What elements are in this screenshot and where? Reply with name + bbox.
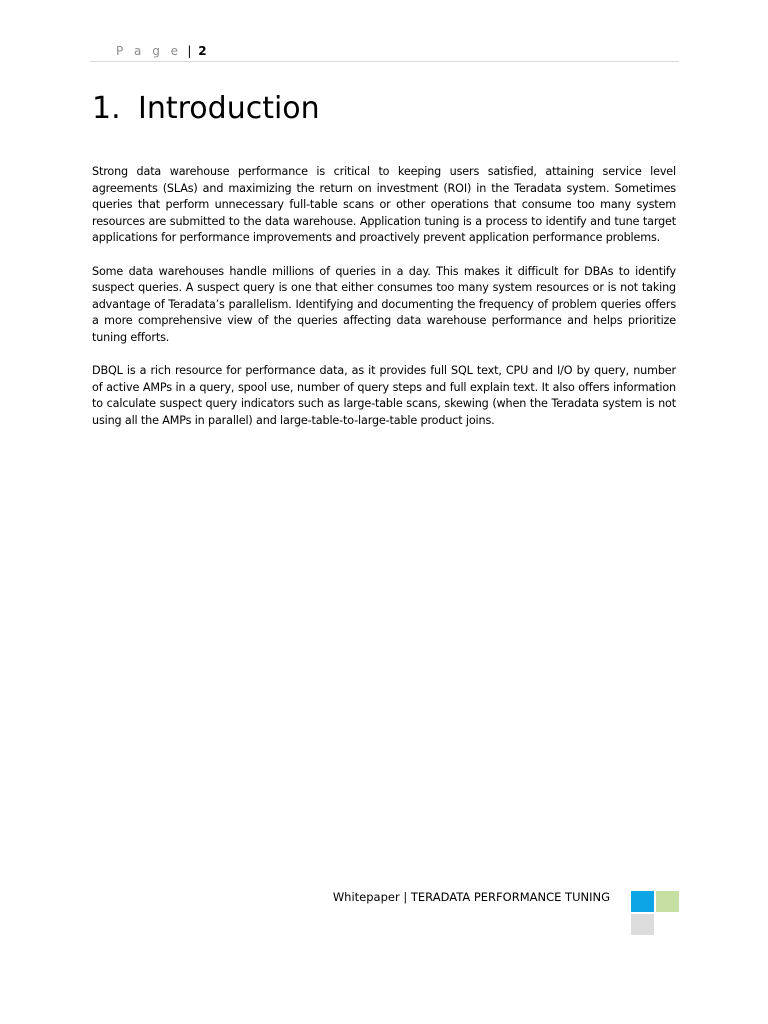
paragraph: Strong data warehouse performance is critical to keeping users satisfied, attaining service level agreements (SLAs) and maximizing the return on investment (ROI) in the Teradata system. Sometimes queries that perform unnecessary full-table scans or other operations that consume too many system resources are submitted to the data warehouse. Application tuning is a process to identify and tune target applications for performance improvements and proactively prevent application performance problems. <box>92 165 676 244</box>
body-text <box>92 164 676 446</box>
page-header <box>116 43 207 59</box>
section-heading <box>92 89 320 129</box>
footer-tile-gray <box>631 914 654 935</box>
section-number: 1. <box>92 91 121 126</box>
paragraph: DBQL is a rich resource for performance data, as it provides full SQL text, CPU and I/O by query, number of active AMPs in a query, spool use, number of query steps and full explain text. It also offers information to calculate suspect query indicators such as large-table scans, skewing (when the Teradata system is not using all the AMPs in parallel) and large-table-to-large-table product joins. <box>92 364 676 427</box>
footer-tile-blue <box>631 891 654 912</box>
page-separator: | <box>187 44 192 58</box>
page-label: P a g e <box>116 44 182 58</box>
footer-label: Whitepaper | TERADATA PERFORMANCE TUNING <box>332 890 610 904</box>
footer-tile-green <box>656 891 679 912</box>
header-divider <box>90 61 679 62</box>
page-number: 2 <box>198 44 207 58</box>
paragraph: Some data warehouses handle millions of queries in a day. This makes it difficult for DBAs to identify suspect queries. A suspect query is one that either consumes too many system resources or is not taking advantage of Teradata’s parallelism. Identifying and documenting the frequency of problem queries offers a more comprehensive view of the queries affecting data warehouse performance and helps prioritize tuning efforts. <box>92 264 676 344</box>
section-title: Introduction <box>138 91 320 126</box>
